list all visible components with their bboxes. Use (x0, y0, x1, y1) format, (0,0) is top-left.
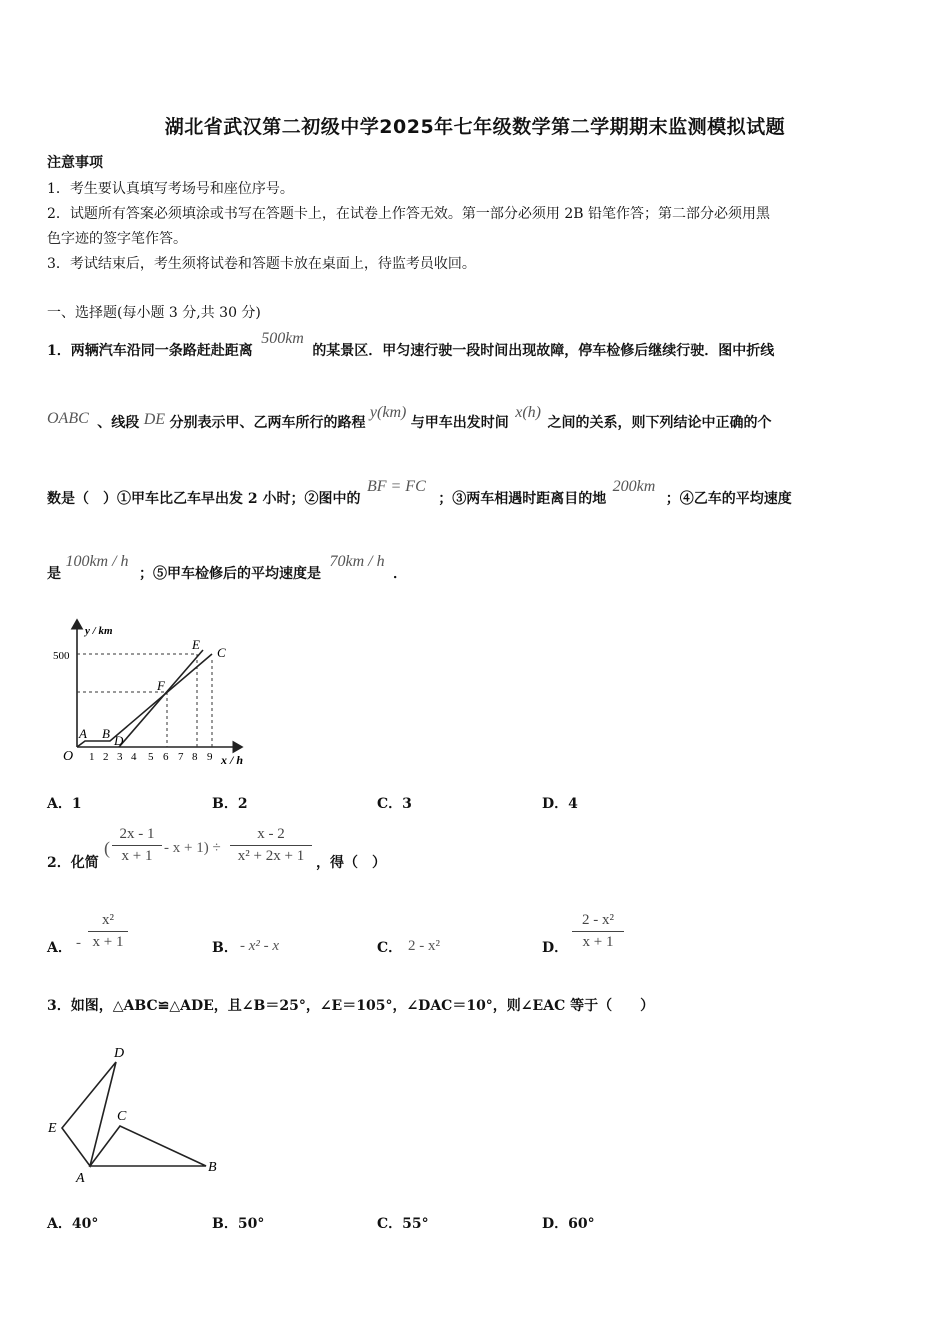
point-label-b: B (102, 726, 110, 741)
q1-text: 1．两辆汽车沿同一条路赶赴距离 (47, 343, 253, 359)
origin-label: O (63, 749, 74, 764)
notice-item: 色字迹的签字笔作答。 (47, 231, 187, 247)
q1-text: 的某景区．甲匀速行驶一段时间出现故障，停车检修后继续行驶．图中折线 (312, 343, 775, 359)
q1-text: 、线段 (97, 415, 140, 431)
q1-line-1 (47, 330, 775, 360)
q2-option-b-expr[interactable]: - x² - x (240, 938, 280, 954)
q2-mid: - x + 1) ÷ (164, 840, 221, 856)
q1-text: 与甲车出发时间 (410, 415, 509, 431)
q3-option-b[interactable]: B．50° (212, 1216, 265, 1232)
q2-option-d-den: x + 1 (582, 934, 614, 950)
vertex-label-e: E (48, 1121, 57, 1136)
q2-fraction-1 (112, 826, 162, 865)
q2-option-c-label[interactable]: C． (377, 940, 403, 956)
q2-option-a-label[interactable]: A． (47, 940, 72, 956)
fraction-bar (112, 845, 162, 846)
triangle-abc (90, 1126, 206, 1166)
q2-lead: 2．化简 (47, 855, 99, 871)
q1-text: 是 (47, 566, 61, 582)
point-label-e: E (192, 637, 200, 652)
q1-graph (47, 612, 257, 772)
q3-option-c[interactable]: C．55° (377, 1216, 429, 1232)
q2-fraction-2 (230, 826, 312, 865)
triangle-ade (62, 1062, 116, 1166)
notice-item: 3．考试结束后，考生须将试卷和答题卡放在桌面上，待监考员收回。 (47, 256, 476, 272)
q3-option-a[interactable]: A．40° (47, 1216, 99, 1232)
q1-text: 之间的关系，则下列结论中正确的个 (547, 415, 772, 431)
q2-option-a-sign: - (76, 935, 81, 951)
q1-math-70kmh: 70km / h (329, 553, 385, 570)
vertex-label-a: A (76, 1171, 85, 1186)
q2-option-a-den: x + 1 (92, 934, 124, 950)
x-tick: 3 (117, 751, 123, 763)
q3-option-d[interactable]: D．60° (542, 1216, 595, 1232)
q1-option-c[interactable]: C．3 (377, 796, 412, 812)
y-tick-500: 500 (53, 650, 70, 662)
x-tick: 2 (103, 751, 109, 763)
q1-math-bf-fc: BF = FC (366, 478, 426, 495)
q1-option-b[interactable]: B．2 (212, 796, 248, 812)
q1-line-2 (47, 404, 772, 432)
line-oabc (77, 654, 212, 747)
q1-option-a[interactable]: A．1 (47, 796, 82, 812)
q3-triangle-figure (44, 1040, 234, 1190)
x-tick: 7 (178, 751, 184, 763)
q2-option-d-fraction[interactable] (572, 912, 624, 951)
x-tick: 8 (192, 751, 198, 763)
q1-option-d[interactable]: D．4 (542, 796, 578, 812)
vertex-label-b: B (208, 1160, 217, 1175)
q1-math-200km: 200km (612, 478, 656, 495)
vertex-label-c: C (117, 1109, 127, 1124)
x-axis-label: x / h (221, 753, 244, 767)
q2-f2-den: x² + 2x + 1 (237, 848, 305, 864)
q1-text: ；④乙车的平均速度 (665, 491, 792, 507)
q2-f1-den: x + 1 (121, 848, 153, 864)
q2-option-b-label[interactable]: B． (212, 940, 238, 956)
y-axis-label: y / km (85, 625, 113, 637)
q2-option-d-num: 2 - x² (582, 912, 614, 928)
page-title: 湖北省武汉第二初级中学2025年七年级数学第二学期期末监测模拟试题 (164, 116, 786, 138)
q1-math-de: DE (143, 411, 166, 428)
section-header: 一、选择题(每小题 3 分,共 30 分) (47, 305, 261, 321)
q1-text: 数是（ ）①甲车比乙车早出发 2 小时；②图中的 (47, 491, 361, 507)
fraction-bar (88, 931, 128, 932)
x-ticks (89, 751, 213, 763)
notice-item: 2．试题所有答案必须填涂或书写在答题卡上，在试卷上作答无效。第一部分必须用 2B 铅笔作答；第二部分必须用黑 (47, 206, 770, 222)
q1-text: ． (393, 566, 408, 582)
vertex-label-d: D (114, 1046, 125, 1061)
x-tick: 4 (131, 751, 137, 763)
q1-math-y: y(km) (369, 404, 407, 421)
point-label-a: A (79, 726, 87, 741)
q1-line-4 (47, 553, 408, 583)
notice-item: 1．考生要认真填写考场号和座位序号。 (47, 181, 294, 197)
point-label-c: C (217, 645, 226, 660)
q1-math-x: x(h) (515, 404, 542, 421)
q1-text: ；③两车相遇时距离目的地 (438, 491, 607, 507)
q2-paren: ( (104, 838, 110, 858)
point-label-d: D (114, 733, 124, 748)
q2-option-c-expr[interactable]: 2 - x² (408, 938, 440, 954)
x-tick: 1 (89, 751, 95, 763)
q2-f2-num: x - 2 (257, 826, 285, 842)
notice-heading: 注意事项 (47, 155, 103, 171)
q1-math-distance: 500km (261, 330, 304, 347)
q1-text: ；⑤甲车检修后的平均速度是 (139, 566, 322, 582)
line-de (119, 650, 203, 747)
q1-text: 分别表示甲、乙两车所行的路程 (169, 415, 366, 431)
q2-option-d-label[interactable]: D． (542, 940, 569, 956)
x-tick: 6 (163, 751, 169, 763)
q3-text: 3．如图，△ABC≌△ADE，且∠B＝25°，∠E＝105°，∠DAC＝10°，则∠EAC 等于（ ） (47, 998, 655, 1014)
x-tick: 5 (148, 751, 154, 763)
q2-f1-num: 2x - 1 (119, 826, 155, 842)
fraction-bar (572, 931, 624, 932)
fraction-bar (230, 845, 312, 846)
q2-option-a-fraction[interactable] (88, 912, 128, 951)
q1-math-oabc: OABC (47, 410, 89, 427)
q2-tail: ，得（ ） (316, 855, 386, 871)
x-tick: 9 (207, 751, 213, 763)
q1-line-3 (47, 478, 792, 508)
q2-option-a-num: x² (102, 912, 114, 928)
point-label-f: F (157, 678, 165, 693)
q1-math-100kmh: 100km / h (65, 553, 129, 570)
